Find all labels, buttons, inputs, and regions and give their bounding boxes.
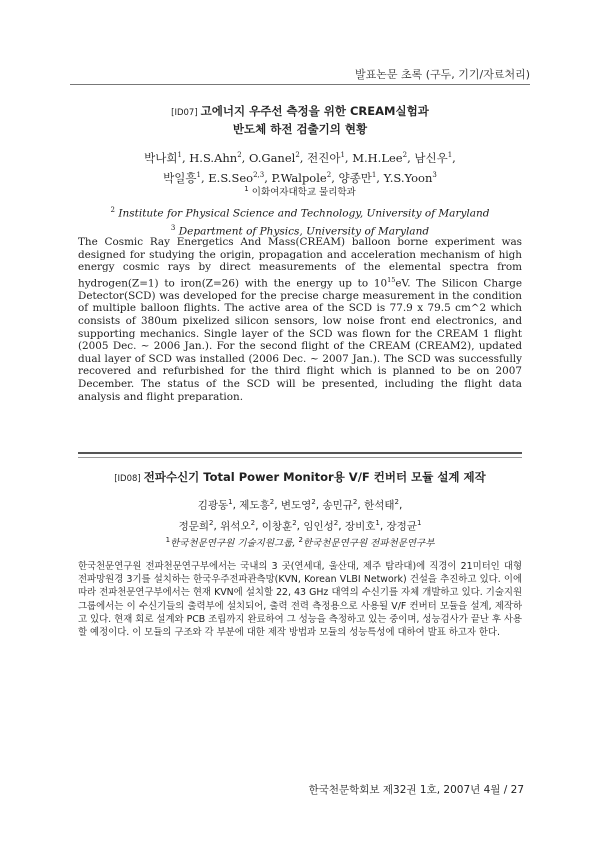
abstract1-part1: The Cosmic Ray Energetics And Mass(CREAM) balloon borne experiment was designed for studying the origin, propagation and acceleration mechanism of high energy cosmic rays by direct measurements of the elemental spectra from hydrogen(Z=1) to iron(Z=26) with the energy up to 10 <box>78 236 522 290</box>
article1-title-line1 <box>78 103 522 121</box>
affiliation-2-2-sup: 2 <box>298 536 303 544</box>
author-affiliation-sup: 2 <box>237 151 242 159</box>
author-name: O.Ganel <box>248 150 296 165</box>
author-name: 장정균 <box>386 520 417 532</box>
author-affiliation-sup: 2 <box>209 518 214 527</box>
article2-code: [ID08] <box>114 474 141 484</box>
author-name: 정문희 <box>178 520 209 532</box>
author-name: H.S.Ahn <box>189 150 238 165</box>
header-rule <box>70 84 530 85</box>
author-name: 임인성 <box>303 520 334 532</box>
page-footer: 한국천문학회보 제32권 1호, 2007년 4월 / 27 <box>308 784 524 796</box>
author-name: Y.S.Yoon <box>383 170 433 185</box>
article1-authors-line2: 박일흥$^1$, E.S.Seo$^{2,3}$, P.Walpole$^2$, 양종만$^1$, Y.S.Yoon$^3$ <box>163 170 437 185</box>
affiliation-1-text: 이화여자대학교 물리학과 <box>251 187 356 199</box>
abstract1-part2: eV. The Silicon Charge Detector(SCD) was developed for the precise charge measurement in the condition of multiple balloon flights. The active area of the SCD is 77.9 x 79.5 cm^2 which consists of 380um pixelized silicon sensors, low noise front end electronics, and supporting mechanics. Single layer of the SCD was flown for the CREAM 1 flight (2005 Dec. ~ 2006 Jan.). For the second flight of the CREAM (CREAM2), updated dual layer of SCD was installed (2006 Dec. ~ 2007 Jan.). The SCD was successfully recovered and refurbished for the third flight which is planned to be on 2007 December. The status of the SCD will be presented, including the flight data analysis and flight preparation. <box>78 277 522 403</box>
abstract1-exponent: 15 <box>387 275 396 284</box>
author-name: 제도흥 <box>239 499 270 512</box>
section-divider <box>78 452 522 459</box>
author-affiliation-sup: 1 <box>196 170 201 179</box>
author-name: P.Walpole <box>271 170 327 185</box>
author-name: 김광동 <box>197 499 229 512</box>
article1-title-line2: 반도체 하전 검출기의 현황 <box>232 122 368 136</box>
author-affiliation-sup: 1 <box>177 151 182 159</box>
author-affiliation-sup: 2 <box>269 498 275 506</box>
author-name: 남신우 <box>414 150 448 165</box>
article2-affiliations: $^1$한국천문연구원 기술지원그룹, $^2$한국천문연구원 전파천문연구부 <box>165 536 435 550</box>
affiliation-3-sup: 3 <box>170 223 176 232</box>
author-affiliation-sup: 1 <box>228 498 233 506</box>
author-affiliation-sup: 1 <box>371 170 377 179</box>
author-name: M.H.Lee <box>352 150 403 165</box>
author-affiliation-sup: 1 <box>340 151 345 159</box>
author-name: 박일흥 <box>163 170 197 185</box>
affiliation-1 <box>78 182 522 200</box>
author-affiliation-sup: 2 <box>402 151 408 159</box>
article1-title <box>78 103 522 137</box>
author-name: 송민규 <box>322 499 353 512</box>
affiliation-2-text: Institute for Physical Science and Technology, University of Maryland <box>118 207 490 220</box>
article2-authors <box>78 494 522 535</box>
article1-affiliations <box>78 182 522 238</box>
article2-authors-line2: 정문희$^2$, 위석오$^2$, 이창훈$^2$, 임인성$^2$, 장비호$^1$, 장정균$^1$ <box>178 518 422 532</box>
author-affiliation-sup: 3 <box>432 170 437 179</box>
affiliation-2-2-text: 한국천문연구원 전파천문연구부 <box>302 538 435 550</box>
author-affiliation-sup: 2 <box>250 518 256 527</box>
author-affiliation-sup: 2 <box>394 498 399 506</box>
affiliation-2-sup: 2 <box>110 206 115 215</box>
affiliation-2 <box>78 203 522 221</box>
author-name: 변도영 <box>280 499 312 512</box>
author-name: 장비호 <box>344 520 376 532</box>
affiliation-2-1-text: 한국천문연구원 기술지원그룹 <box>170 538 293 550</box>
author-affiliation-sup: 1 <box>447 151 453 159</box>
affiliation-2-1-sup: 1 <box>165 536 171 544</box>
author-name: 위석오 <box>220 520 251 532</box>
author-affiliation-sup: 1 <box>375 518 380 527</box>
author-affiliation-sup: 2 <box>292 518 297 527</box>
affiliation-1-sup: 1 <box>244 185 249 193</box>
article1-authors <box>78 147 522 187</box>
author-name: 한석태 <box>364 499 395 512</box>
author-affiliation-sup: 2 <box>333 518 339 527</box>
author-affiliation-sup: 1 <box>416 518 422 527</box>
article2-abstract: 한국천문연구원 전파천문연구부에서는 국내의 3 곳(연세대, 울산대, 제주 탐라대)에 직경이 21미터인 대형 전파망원경 3기를 설치하는 한국우주전파관측망(KVN, Korean VLBI Network) 건설을 추진하고 있다. 이에 따라 전파천문연구부에서는 현재 KVN에 설치할 22, 43 GHz 대역의 수신기를 자체 개발하고 있다. 기술지원그룹에서는 이 수신기들의 출력부에 설치되어, 출력 전력 측정용으로 사용될 V/F 컨버터 모듈을 설계, 제작하고 있다. 현재 회로 설계와 PCB 조립까지 완료하여 그 성능을 측정하고 있는 중이며, 성능검사가 끝난 후 사용할 예정이다. 이 모듈의 구조와 각 부분에 대한 제작 방법과 모듈의 성능특성에 대하여 발표 하고자 한다. <box>78 561 522 639</box>
author-name: 전진아 <box>307 150 341 165</box>
article2-title <box>78 469 522 487</box>
author-affiliation-sup: 2 <box>295 151 300 159</box>
author-name: 양종만 <box>338 170 372 185</box>
author-affiliation-sup: 2 <box>352 498 358 506</box>
article1-code: [ID07] <box>171 108 198 118</box>
article2-title-text: 전파수신기 Total Power Monitor용 V/F 컨버터 모듈 설계 제작 <box>143 470 486 484</box>
article1-authors-line1: 박나희$^1$, H.S.Ahn$^2$, O.Ganel$^2$, 전진아$^1$, M.H.Lee$^2$, 남신우$^1$, <box>144 150 456 165</box>
author-affiliation-sup: 2 <box>311 498 316 506</box>
author-name: E.S.Seo <box>208 170 254 185</box>
running-head: 발표논문 초록 (구두, 기기/자료처리) <box>354 68 530 81</box>
affiliation-3-text: Department of Physics, University of Maryland <box>178 225 430 238</box>
article1-abstract <box>78 236 522 403</box>
article1-title-text1: 고에너지 우주선 측정을 위한 CREAM실험과 <box>200 104 429 118</box>
author-name: 박나희 <box>144 150 178 165</box>
author-affiliation-sup: 2,3 <box>253 170 265 179</box>
author-name: 이창훈 <box>261 520 293 532</box>
article2-authors-line1: 김광동$^1$, 제도흥$^2$, 변도영$^2$, 송민규$^2$, 한석태$^2$, <box>197 498 403 512</box>
author-affiliation-sup: 2 <box>326 170 332 179</box>
